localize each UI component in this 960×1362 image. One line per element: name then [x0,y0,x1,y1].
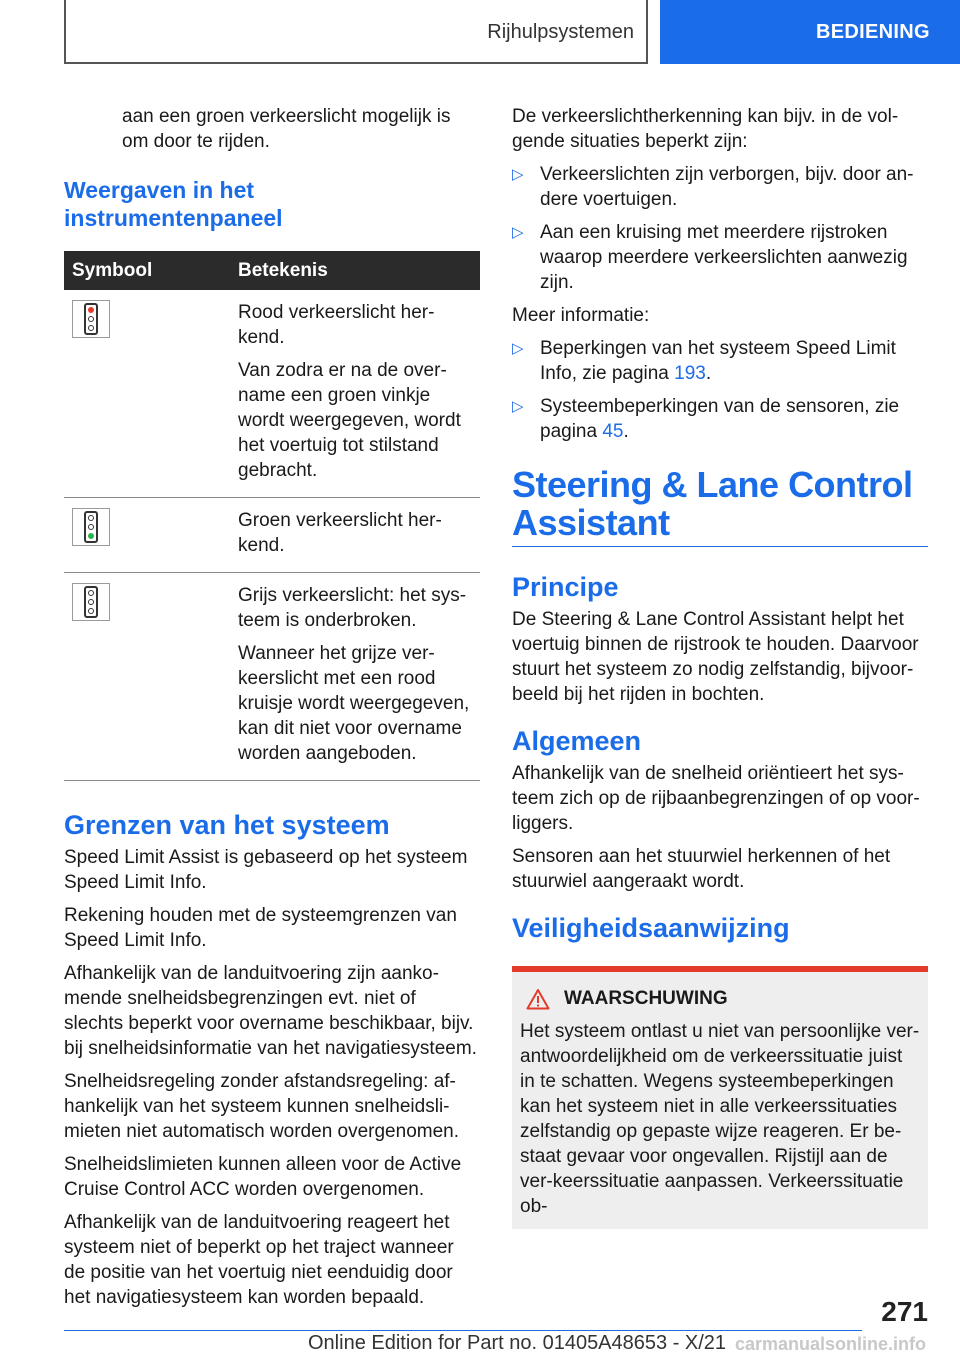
warning-triangle-icon [526,988,550,1010]
recognition-list [512,162,928,295]
meaning-text: Rood verkeerslicht her-kend. [238,302,435,348]
more-info-list [512,336,928,444]
safety-heading: Veiligheidsaanwijzing [512,913,790,943]
limits-heading: Grenzen van het systeem [64,810,390,840]
triangle-bullet-icon: ▷ [512,224,524,241]
left-column [64,104,480,1318]
limits-paragraph: Afhankelijk van de landuitvoering reageert het systeem niet of beperkt op het traject wanneer de positie van het voertuig niet eenduidig door het navigatiesysteem kan worden bepaald. [64,1212,454,1308]
triangle-bullet-icon: ▷ [512,398,524,415]
limits-paragraph: Afhankelijk van de landuitvoering zijn aanko-mende snelheidsbegrenzingen evt. niet of slechts beperkt voor overname beschikbaar, bijv. bij snelheidsinformatie van het navigatiesysteem. [64,963,477,1059]
table-row [64,573,480,781]
column-header-symbol: Symbool [64,251,228,290]
principle-heading: Principe [512,572,619,602]
intro-paragraph: aan een groen verkeerslicht mogelijk is om door te rijden. [122,106,451,152]
principle-text: De Steering & Lane Control Assistant helpt het voertuig binnen de rijstrook te houden. Daarvoor stuurt het systeem zo nodig zelfstandig, bijvoor-beeld bij het rijden in bochten. [512,609,919,705]
general-paragraph: Afhankelijk van de snelheid oriëntieert het sys-teem zich op de rijbaanbegrenzingen of op voor-liggers. [512,763,920,834]
triangle-bullet-icon: ▷ [512,340,524,357]
list-item: ▷ Aan een kruising met meerdere rijstroken waarop meerdere verkeerslichten aanwezig zijn. [512,222,908,293]
limits-paragraph: Snelheidslimieten kunnen alleen voor de Active Cruise Control ACC worden overgenomen. [64,1154,462,1200]
warning-box [512,966,928,1229]
triangle-bullet-icon: ▷ [512,166,524,183]
traffic-light-red-icon [72,300,110,338]
column-header-meaning: Betekenis [228,251,480,290]
table-row [64,498,480,573]
traffic-light-green-icon [72,508,110,546]
list-item: ▷ Systeembeperkingen van de sensoren, zie pagina 45. [512,396,900,442]
main-heading-block [512,466,928,547]
warning-title: WAARSCHUWING [564,988,728,1009]
meaning-text: Grijs verkeerslicht: het sys-teem is onderbroken. [238,585,467,631]
chapter-tab[interactable]: BEDIENING [660,0,960,64]
right-column [512,104,928,1229]
warning-text: Het systeem ontlast u niet van persoonlijke ver-antwoordelijkheid om de verkeerssituatie juist in te schatten. Wegens systeembeperkingen kan het systeem niet in alle verkeerssituaties zelfstandig op gepaste wijze reageren. Er be-staat gevaar voor ongevallen. Rijstijl aan de ver-keerssituatie aanpassen. Verkeerssituatie ob- [520,1021,920,1217]
meaning-text: Groen verkeerslicht her-kend. [238,510,442,556]
page-number: 271 [881,1296,928,1327]
section-title: Rijhulpsystemen [487,20,634,43]
meaning-text: Van zodra er na de over-name een groen vinkje wordt weergegeven, wordt het voertuig tot stilstand gebracht. [238,360,461,481]
list-item: ▷ Beperkingen van het systeem Speed Limit Info, zie pagina 193. [512,338,896,384]
symbol-table [64,251,480,781]
display-heading-line-2: instrumentenpaneel [64,205,283,231]
watermark: carmanualsonline.info [735,1334,927,1354]
traffic-light-grey-icon [72,583,110,621]
display-heading-line-1: Weergaven in het [64,177,255,203]
main-heading: Steering & Lane Control Assistant [512,464,913,543]
edition-text: Online Edition for Part no. 01405A48653 - X/21 [308,1332,727,1354]
page-link-193[interactable]: 193 [674,363,706,384]
page-link-45[interactable]: 45 [602,421,624,442]
display-heading [64,176,480,232]
limits-paragraph: Speed Limit Assist is gebaseerd op het systeem Speed Limit Info. [64,847,468,893]
general-paragraph: Sensoren aan het stuurwiel herkennen of het stuurwiel aangeraakt wordt. [512,846,891,892]
list-item: ▷ Verkeerslichten zijn verborgen, bijv. door an-dere voertuigen. [512,164,914,210]
recognition-intro: De verkeerslichtherkenning kan bijv. in de vol-gende situaties beperkt zijn: [512,106,899,152]
meaning-text: Wanneer het grijze ver-keerslicht met een rood kruisje wordt weergegeven, kan dit niet voor overname worden aangeboden. [238,643,470,764]
limits-paragraph: Snelheidsregeling zonder afstandsregeling: af-hankelijk van het systeem kunnen snelheidsli-mieten niet automatisch worden overgenomen. [64,1071,460,1142]
more-info-label: Meer informatie: [512,305,650,326]
limits-paragraph: Rekening houden met de systeemgrenzen van Speed Limit Info. [64,905,457,951]
table-row [64,290,480,498]
general-heading: Algemeen [512,726,642,756]
footer-divider [64,1330,862,1331]
